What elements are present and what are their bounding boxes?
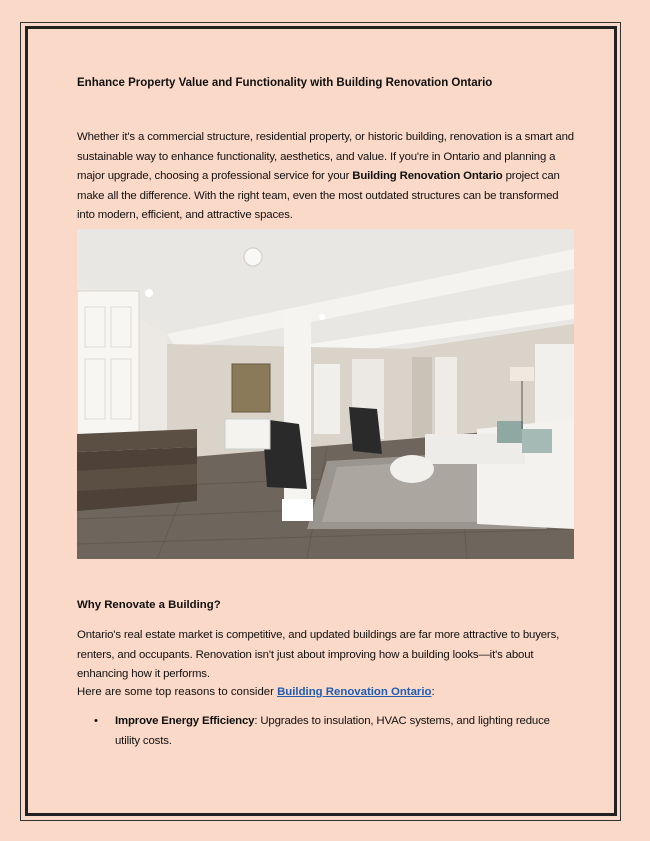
reasons-intro	[77, 686, 577, 698]
bullet-text	[115, 712, 575, 751]
section-heading: Why Renovate a Building?	[77, 599, 221, 611]
basement-renovation-photo	[77, 229, 574, 559]
intro-text-2: project can make all the difference. With the right team, even the most outdated structures can be transformed into modern, efficient, and attractive spaces.	[77, 170, 560, 222]
intro-paragraph	[77, 128, 577, 226]
intro-text-1: Whether it's a commercial structure, residential property, or historic building, renovation is a smart and sustainable way to enhance functionality, aesthetics, and value. If you're in Ontario and planning a major upgrade, choosing a professional service for your	[77, 131, 574, 183]
reasons-intro-text: Here are some top reasons to consider	[77, 686, 278, 698]
section-paragraph: Ontario's real estate market is competitive, and updated buildings are far more attractive to buyers, renters, and occupants. Renovation isn't just about improving how a building looks—it's about enhancing how it performs.	[77, 629, 560, 681]
document-title: Enhance Property Value and Functionality with Building Renovation Ontario	[77, 77, 493, 89]
intro-bold-keyword: Building Renovation Ontario	[352, 170, 503, 183]
bullet-marker: •	[94, 715, 98, 727]
bullet-body: : Upgrades to insulation, HVAC systems, and lighting reduce utility costs.	[115, 715, 550, 747]
reasons-intro-colon: :	[431, 686, 435, 698]
bullet-bold: Improve Energy Efficiency	[115, 715, 255, 727]
building-renovation-link[interactable]: Building Renovation Ontario	[277, 686, 432, 698]
